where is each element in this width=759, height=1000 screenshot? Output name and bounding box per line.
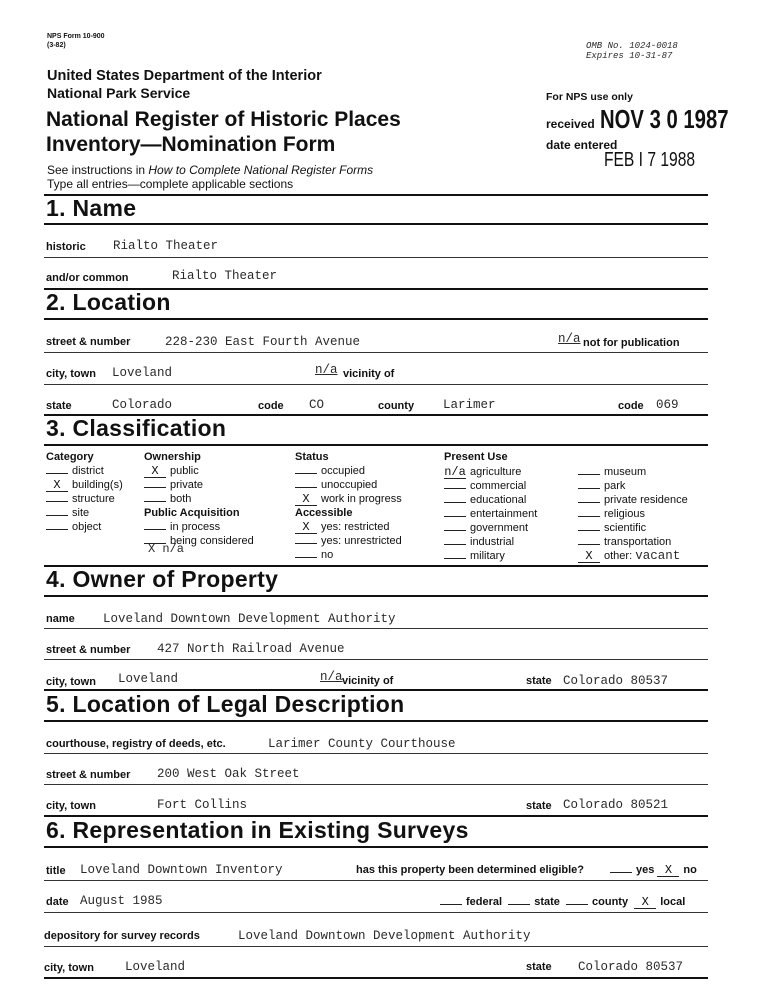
accessible-unrestricted: yes: unrestricted: [295, 535, 402, 547]
instructions-line: See instructions in How to Complete National Register Forms: [47, 163, 374, 177]
use-entertainment: entertainment: [444, 508, 537, 520]
legal-street-value: 200 West Oak Street: [157, 767, 300, 781]
section-divider: [44, 595, 708, 597]
vicinity-label: vicinity of: [343, 368, 395, 380]
department-name: United States Department of the Interior: [47, 68, 322, 84]
accessible-no: no: [295, 549, 333, 561]
county-code-label: code: [618, 400, 644, 412]
county-code-value: 069: [656, 398, 679, 412]
eligible-options: yes X no: [610, 864, 697, 877]
city-label: city, town: [46, 368, 96, 380]
status-work-in-progress: X work in progress: [295, 493, 402, 506]
section-divider: [44, 846, 708, 848]
owner-vicinity-mark: n/a: [320, 670, 343, 684]
survey-city-value: Loveland: [125, 960, 186, 974]
omb-number: OMB No. 1024-0018: [586, 41, 678, 51]
legal-city-value: Fort Collins: [157, 798, 248, 812]
form-revision: (3-82): [47, 42, 66, 49]
acquisition-header: Public Acquisition: [144, 507, 240, 519]
ownership-header: Ownership: [144, 451, 201, 463]
state-value: Colorado: [112, 398, 173, 412]
survey-state-value: Colorado 80537: [578, 960, 684, 974]
use-scientific: scientific: [578, 522, 646, 534]
use-educational: educational: [444, 494, 526, 506]
category-structure: structure: [46, 493, 115, 505]
owner-state-label: state: [526, 675, 552, 687]
omb-expires: Expires 10-31-87: [586, 51, 673, 61]
category-header: Category: [46, 451, 94, 463]
received-label: received: [546, 117, 595, 131]
status-unoccupied: unoccupied: [295, 479, 377, 491]
acquisition-note: X n/a: [148, 542, 185, 556]
owner-state-value: Colorado 80537: [563, 674, 669, 688]
owner-street-label: street & number: [46, 644, 131, 656]
not-for-publication-label: not for publication: [583, 337, 680, 349]
historic-label: historic: [46, 241, 86, 253]
courthouse-label: courthouse, registry of deeds, etc.: [46, 738, 226, 750]
status-header: Status: [295, 451, 329, 463]
owner-name-value: Loveland Downtown Development Authority: [103, 612, 396, 626]
use-park: park: [578, 480, 625, 492]
section-6-title: 6. Representation in Existing Surveys: [46, 817, 469, 843]
owner-city-label: city, town: [46, 676, 96, 688]
section-divider: [44, 194, 708, 196]
accessible-header: Accessible: [295, 507, 353, 519]
date-entered-label: date entered: [546, 138, 618, 152]
owner-vicinity-label: vicinity of: [342, 675, 394, 687]
use-agriculture: n/a agriculture: [444, 465, 522, 479]
use-other: X other: vacant: [578, 549, 680, 563]
survey-state-label: state: [526, 961, 552, 973]
use-military: military: [444, 550, 505, 562]
depository-label: depository for survey records: [44, 930, 200, 942]
historic-value: Rialto Theater: [113, 239, 219, 253]
section-divider: [44, 223, 708, 225]
received-stamp: NOV 3 0 1987: [600, 104, 729, 134]
section-5-title: 5. Location of Legal Description: [46, 691, 405, 717]
instructions-line-2: Type all entries—complete applicable sections: [47, 177, 294, 191]
common-name-value: Rialto Theater: [172, 269, 278, 283]
ownership-both: both: [144, 493, 191, 505]
section-divider: [44, 444, 708, 446]
survey-title-value: Loveland Downtown Inventory: [80, 863, 283, 877]
owner-name-label: name: [46, 613, 75, 625]
survey-date-value: August 1985: [80, 894, 163, 908]
ownership-private: private: [144, 479, 203, 491]
use-government: government: [444, 522, 528, 534]
survey-title-label: title: [46, 865, 66, 877]
use-religious: religious: [578, 508, 645, 520]
eligible-label: has this property been determined eligible?: [356, 864, 584, 876]
street-label: street & number: [46, 336, 131, 348]
code-label: code: [258, 400, 284, 412]
survey-level-options: federal state county X local: [440, 896, 685, 909]
status-occupied: occupied: [295, 465, 365, 477]
section-divider: [44, 720, 708, 722]
section-2-title: 2. Location: [46, 289, 171, 315]
survey-city-label: city, town: [44, 962, 94, 974]
legal-state-label: state: [526, 800, 552, 812]
use-commercial: commercial: [444, 480, 526, 492]
city-value: Loveland: [112, 366, 173, 380]
category-buildings: X building(s): [46, 479, 123, 492]
use-museum: museum: [578, 466, 646, 478]
section-divider: [44, 977, 708, 979]
state-label: state: [46, 400, 72, 412]
page-subtitle: Inventory—Nomination Form: [46, 133, 336, 156]
common-name-label: and/or common: [46, 272, 129, 284]
county-label: county: [378, 400, 415, 412]
acquisition-being-considered: being considered: [144, 535, 254, 547]
vicinity-mark: n/a: [315, 363, 338, 377]
ownership-public: X public: [144, 465, 199, 478]
owner-street-value: 427 North Railroad Avenue: [157, 642, 345, 656]
street-value: 228-230 East Fourth Avenue: [165, 335, 361, 349]
use-transportation: transportation: [578, 536, 671, 548]
courthouse-value: Larimer County Courthouse: [268, 737, 456, 751]
acquisition-in-process: in process: [144, 521, 220, 533]
depository-value: Loveland Downtown Development Authority: [238, 929, 531, 943]
section-3-title: 3. Classification: [46, 415, 227, 441]
use-private-residence: private residence: [578, 494, 688, 506]
form-number: NPS Form 10-900: [47, 33, 105, 40]
not-for-publication-mark: n/a: [558, 332, 581, 346]
legal-street-label: street & number: [46, 769, 131, 781]
category-district: district: [46, 465, 104, 477]
category-object: object: [46, 521, 101, 533]
page-title: National Register of Historic Places: [46, 108, 401, 131]
nps-use-label: For NPS use only: [546, 91, 633, 103]
owner-city-value: Loveland: [118, 672, 179, 686]
section-4-title: 4. Owner of Property: [46, 566, 279, 592]
county-value: Larimer: [443, 398, 496, 412]
code-value: CO: [309, 398, 325, 412]
survey-date-label: date: [46, 896, 69, 908]
category-site: site: [46, 507, 89, 519]
legal-city-label: city, town: [46, 800, 96, 812]
section-divider: [44, 318, 708, 320]
accessible-restricted: X yes: restricted: [295, 521, 389, 534]
present-use-header: Present Use: [444, 451, 508, 463]
agency-name: National Park Service: [47, 85, 191, 101]
use-industrial: industrial: [444, 536, 514, 548]
section-1-title: 1. Name: [46, 195, 137, 221]
date-entered-stamp: FEB I 7 1988: [604, 149, 696, 171]
legal-state-value: Colorado 80521: [563, 798, 669, 812]
